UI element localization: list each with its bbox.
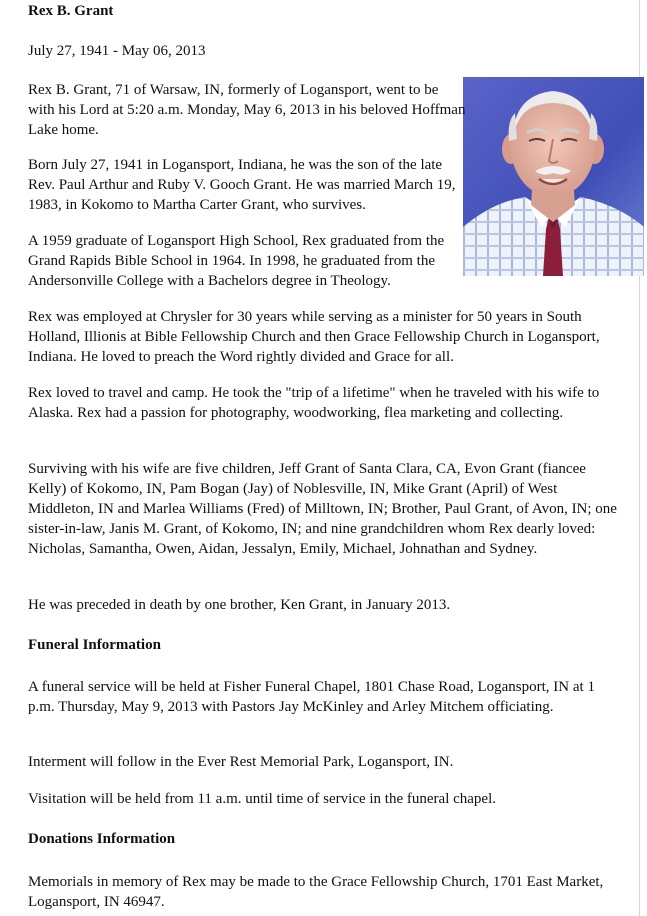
obituary-name: Rex B. Grant xyxy=(28,3,114,19)
portrait-illustration xyxy=(463,77,644,276)
funeral-service-paragraph: A funeral service will be held at Fisher Funeral Chapel, 1801 Chase Road, Logansport, IN at 1 p.m. Thursday, May 9, 2013 with Pastors Jay McKinley and Arley Mitchem officiating. xyxy=(28,679,595,715)
preceded-paragraph: He was preceded in death by one brother, Ken Grant, in January 2013. xyxy=(28,597,451,613)
hobbies-paragraph: Rex loved to travel and camp. He took the "trip of a lifetime" when he traveled with his wife to Alaska. Rex had a passion for photography, woodworking, flea marketing and collecting. xyxy=(28,385,600,421)
donations-heading: Donations Information xyxy=(28,831,176,847)
parents-paragraph: Born July 27, 1941 in Logansport, Indiana, he was the son of the late Rev. Paul Arthur and Ruby V. Gooch Grant. He was married March 19, 1983, in Kokomo to Martha Carter Grant, who survives. xyxy=(28,157,456,213)
funeral-heading: Funeral Information xyxy=(28,637,161,653)
donations-paragraph: Memorials in memory of Rex may be made to the Grace Fellowship Church, 1701 East Market, Logansport, IN 46947. xyxy=(28,874,604,910)
life-dates: July 27, 1941 - May 06, 2013 xyxy=(28,43,206,59)
portrait-photo xyxy=(463,77,644,276)
survivors-paragraph: Surviving with his wife are five children, Jeff Grant of Santa Clara, CA, Evon Grant (fiancee Kelly) of Kokomo, IN, Pam Bogan (Jay) of Noblesville, IN, Mike Grant (April) of West Middleton, IN and Marlea Williams (Fred) of Milltown, IN; Brother, Paul Grant, of Avon, IN; one sister-in-law, Janis M. Grant, of Kokomo, IN; and nine grandchildren whom Rex dearly loved: Nicholas, Samantha, Owen, Aidan, Jessalyn, Emily, Michael, Johnathan and Sydney. xyxy=(28,461,617,557)
intro-paragraph: Rex B. Grant, 71 of Warsaw, IN, formerly of Logansport, went to be with his Lord at 5:20 a.m. Monday, May 6, 2013 in his beloved Hoffman Lake home. xyxy=(28,82,466,138)
visitation-paragraph: Visitation will be held from 11 a.m. until time of service in the funeral chapel. xyxy=(28,791,496,807)
education-paragraph: A 1959 graduate of Logansport High School, Rex graduated from the Grand Rapids Bible School in 1964. In 1998, he graduated from the Andersonville College with a Bachelors degree in Theology. xyxy=(28,233,445,289)
interment-paragraph: Interment will follow in the Ever Rest Memorial Park, Logansport, IN. xyxy=(28,754,454,770)
career-paragraph: Rex was employed at Chrysler for 30 years while serving as a minister for 50 years in South Holland, Illionis at Bible Fellowship Church and then Grace Fellowship Church in Logansport, Indiana. He loved to preach the Word rightly divided and Grace for all. xyxy=(28,309,600,365)
